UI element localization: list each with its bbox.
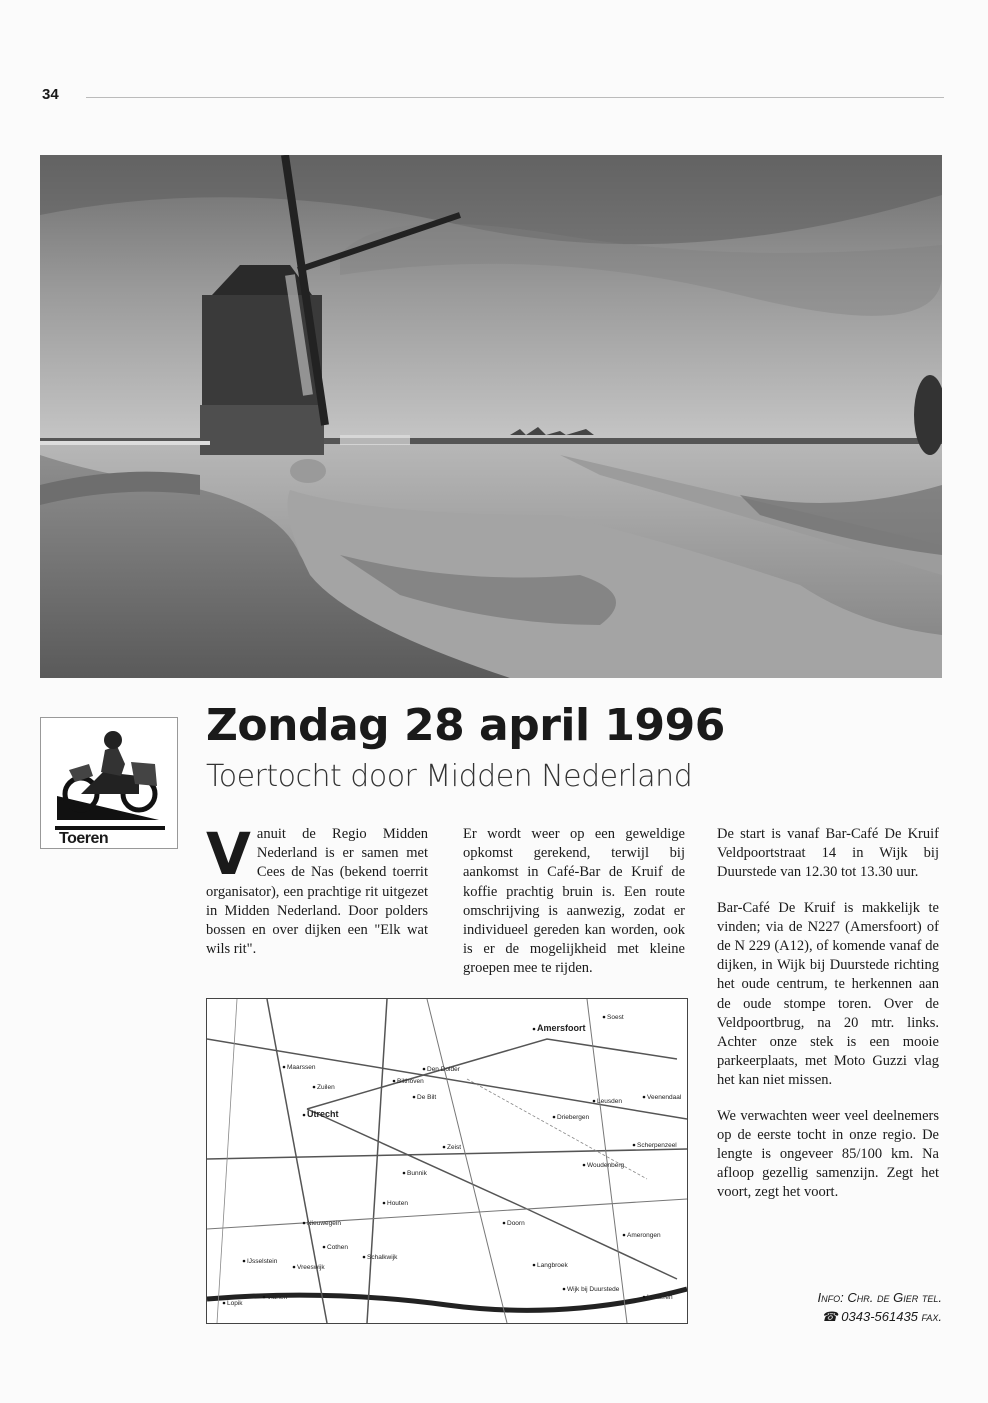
map-town-dot bbox=[293, 1266, 296, 1269]
map-town-dot bbox=[383, 1202, 386, 1205]
map-town-dot bbox=[593, 1100, 596, 1103]
windmill-photo bbox=[40, 155, 942, 678]
map-town-dot bbox=[223, 1302, 226, 1305]
header-rule bbox=[86, 97, 944, 98]
tel-label: tel. bbox=[921, 1290, 942, 1305]
closing-paragraph: We verwachten weer veel deelnemers op de eerste tocht in onze regio. De lengte is ongeveer 85/100 km. Na afloop gezellig samenzijn. Zegt het voort, zegt het voort. bbox=[717, 1107, 939, 1201]
map-town-dot bbox=[553, 1116, 556, 1119]
start-location-paragraph: De start is vanaf Bar-Café De Kruif Veldpoortstraat 14 in Wijk bij Duurstede van 12.30 tot 13.30 uur. bbox=[717, 826, 939, 881]
map-town-dot bbox=[623, 1234, 626, 1237]
map-label: Nieuwegein bbox=[307, 1220, 341, 1227]
info-prefix: Info: bbox=[817, 1290, 844, 1305]
motorcycle-rider-icon bbox=[51, 724, 165, 824]
map-town-dot bbox=[403, 1172, 406, 1175]
map-label: Doorn bbox=[507, 1220, 525, 1227]
column-2-text: Er wordt weer op een geweldige opkomst gerekend, terwijl bij aankomst in Café-Bar de Kruif de koffie prachtig bruin is. Een route omschrijving is aanwezig, zodat er individueel gereden kan worden, ook is er de mogelijkheid met kleine groepen mee te rijden. bbox=[463, 826, 685, 977]
phone-number: 0343-561435 bbox=[841, 1309, 918, 1324]
map-label: Leusden bbox=[597, 1098, 622, 1105]
map-label: Lunteren bbox=[647, 1294, 673, 1301]
map-label: Houten bbox=[387, 1200, 408, 1207]
map-town-dot bbox=[603, 1016, 606, 1019]
map-town-dot bbox=[583, 1164, 586, 1167]
map-label: Schalkwijk bbox=[367, 1254, 398, 1261]
article-column-1 bbox=[206, 820, 428, 959]
map-label: Soest bbox=[607, 1014, 624, 1021]
route-map bbox=[206, 998, 688, 1324]
directions-paragraph: Bar-Café De Kruif is makkelijk te vinden; via de N227 (Amersfoort) of de N 229 (A12), of komende vanaf de dijken, in Wijk bij Duurstede richting het oude centrum, te herkennen aan de oude stompe toren. Over de Veldpoortbrug, na 20 mtr. links. Achter onze stek is een mooie parkeerplaats, met Moto Guzzi vlag het kan niet missen. bbox=[717, 899, 939, 1089]
map-label: Maarssen bbox=[287, 1064, 316, 1071]
map-label: Lopik bbox=[227, 1300, 243, 1307]
contact-name: Chr. de Gier bbox=[847, 1290, 919, 1305]
map-label: IJsselstein bbox=[247, 1258, 278, 1265]
map-town-dot bbox=[323, 1246, 326, 1249]
map-label: Driebergen bbox=[557, 1114, 590, 1121]
article-column-3 bbox=[717, 825, 939, 1219]
map-town-dot bbox=[363, 1256, 366, 1259]
map-label: Zeist bbox=[447, 1144, 462, 1151]
map-town-dot bbox=[283, 1066, 286, 1069]
article-subtitle: Toertocht door Midden Nederland bbox=[206, 759, 693, 794]
map-town-dot bbox=[443, 1146, 446, 1149]
map-town-dot bbox=[303, 1222, 306, 1225]
map-town-dot bbox=[303, 1114, 306, 1117]
map-town-dot bbox=[533, 1028, 536, 1031]
map-town-dot bbox=[643, 1096, 646, 1099]
map-label: Bunnik bbox=[407, 1170, 427, 1177]
badge-label: Toeren bbox=[59, 830, 109, 847]
section-badge bbox=[40, 717, 178, 849]
phone-icon: ☎ bbox=[821, 1309, 838, 1324]
map-label: Vianen bbox=[267, 1294, 288, 1301]
map-label: Woudenberg bbox=[587, 1162, 625, 1169]
map-town-dot bbox=[643, 1296, 646, 1299]
map-label: Amersfoort bbox=[537, 1023, 586, 1033]
map-town-dot bbox=[503, 1222, 506, 1225]
map-town-dot bbox=[413, 1096, 416, 1099]
map-label: Utrecht bbox=[307, 1109, 339, 1119]
map-town-dot bbox=[633, 1144, 636, 1147]
map-label: Cothen bbox=[327, 1244, 348, 1251]
column-1-text: anuit de Regio Midden Nederland is er samen met Cees de Nas (bekend toerrit organisator), een prachtige rit uitgezet in Midden Nederland. Door polders bossen en over dijken een "Elk wat wils rit". bbox=[206, 826, 428, 958]
article-column-2 bbox=[463, 825, 685, 995]
page-number: 34 bbox=[42, 86, 59, 103]
map-label: Wijk bij Duurstede bbox=[567, 1286, 620, 1293]
map-label: Bilthoven bbox=[397, 1078, 424, 1085]
article-title: Zondag 28 april 1996 bbox=[206, 700, 725, 751]
map-label: Zuilen bbox=[317, 1084, 335, 1091]
contact-info bbox=[818, 1288, 942, 1326]
map-label: Veenendaal bbox=[647, 1094, 682, 1101]
fax-label: fax. bbox=[921, 1309, 942, 1324]
map-town-dot bbox=[263, 1296, 266, 1299]
drop-cap: V bbox=[206, 820, 251, 888]
map-town-dot bbox=[423, 1068, 426, 1071]
map-label: Langbroek bbox=[537, 1262, 568, 1269]
map-town-dot bbox=[563, 1288, 566, 1291]
map-town-dot bbox=[313, 1086, 316, 1089]
map-label: Amerongen bbox=[627, 1232, 661, 1239]
map-label: Scherpenzeel bbox=[637, 1142, 677, 1149]
map-town-dot bbox=[533, 1264, 536, 1267]
map-label: Vreeswijk bbox=[297, 1264, 325, 1271]
map-label: De Bilt bbox=[417, 1094, 437, 1101]
map-label: Den Dolder bbox=[427, 1066, 460, 1073]
map-town-dot bbox=[243, 1260, 246, 1263]
map-town-dot bbox=[393, 1080, 396, 1083]
